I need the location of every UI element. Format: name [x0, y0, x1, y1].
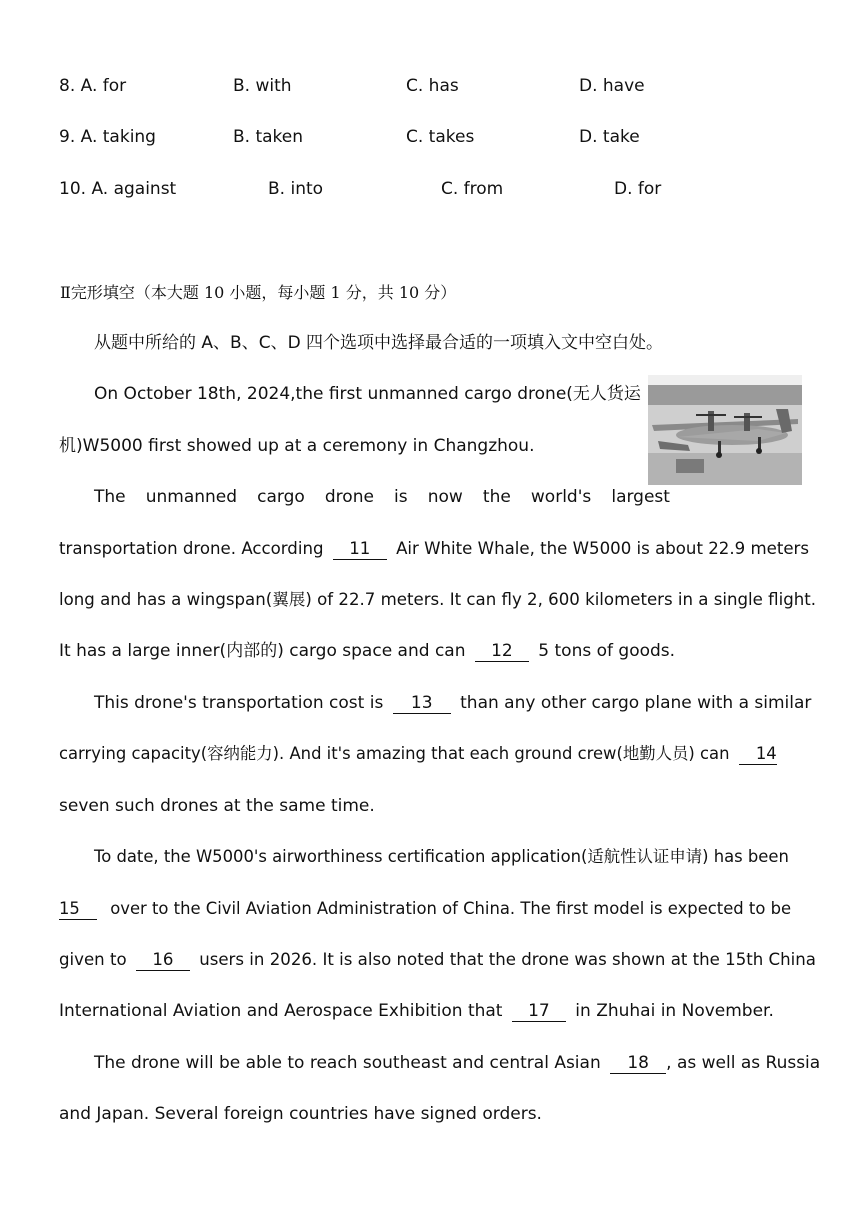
option-a: 8. A. for	[59, 76, 127, 96]
drone-photo-icon	[648, 375, 802, 485]
option-c: C. takes	[406, 127, 475, 147]
blank-16[interactable]: 16	[136, 950, 190, 971]
word: the	[482, 487, 511, 507]
passage-line: To date, the W5000's airworthiness certification application(适航性认证申请) has been	[94, 847, 789, 866]
option-d: D. have	[579, 76, 645, 96]
passage-line	[59, 537, 809, 561]
text-segment: Air White Whale, the W5000 is about 22.9 meters	[396, 539, 810, 558]
word: is	[394, 487, 408, 507]
passage-line	[59, 742, 777, 766]
option-c: C. from	[441, 179, 504, 199]
option-d: D. for	[614, 179, 662, 199]
passage-line	[59, 639, 675, 663]
section-instruction: 从题中所给的 A、B、C、D 四个选项中选择最合适的一项填入文中空白处。	[94, 333, 664, 353]
passage-line	[59, 999, 774, 1023]
text-segment: given to	[59, 950, 127, 969]
passage-line	[59, 897, 791, 921]
text-segment: in Zhuhai in November.	[575, 1001, 774, 1021]
text-segment: The drone will be able to reach southeast and central Asian	[94, 1053, 601, 1073]
text-segment: than any other cargo plane with a similar	[460, 693, 812, 713]
text-segment: carrying capacity(容纳能力). And it's amazing that each ground crew(地勤人员) can	[59, 744, 730, 763]
passage-line	[94, 1051, 820, 1075]
options-row-8	[59, 74, 679, 98]
blank-13[interactable]: 13	[393, 693, 451, 714]
option-d: D. take	[579, 127, 640, 147]
option-a: 10. A. against	[59, 179, 177, 199]
options-row-9	[59, 125, 679, 149]
blank-14[interactable]: 14	[739, 744, 777, 765]
options-row-10	[59, 177, 679, 201]
passage-line	[59, 948, 816, 972]
passage-line: 机)W5000 first showed up at a ceremony in Changzhou.	[59, 436, 535, 456]
passage-line: long and has a wingspan(翼展) of 22.7 meters. It can fly 2, 600 kilometers in a single flight.	[59, 590, 817, 609]
text-segment: over to the Civil Aviation Administration of China. The first model is expected to be	[110, 899, 792, 918]
blank-12[interactable]: 12	[475, 641, 529, 662]
word: cargo	[257, 487, 305, 507]
blank-17[interactable]: 17	[512, 1001, 566, 1022]
blank-11[interactable]: 11	[333, 539, 387, 560]
passage-line-justified	[94, 485, 670, 509]
blank-15[interactable]: 15	[59, 899, 97, 920]
text-segment: 5 tons of goods.	[538, 641, 676, 661]
text-segment: , as well as Russia	[666, 1053, 821, 1073]
text-segment: International Aviation and Aerospace Exhibition that	[59, 1001, 503, 1021]
section-title: Ⅱ完形填空（本大题 10 小题，每小题 1 分，共 10 分）	[60, 283, 457, 302]
word: largest	[611, 487, 670, 507]
option-c: C. has	[406, 76, 459, 96]
option-a: 9. A. taking	[59, 127, 156, 147]
word: world's	[530, 487, 592, 507]
word: unmanned	[145, 487, 238, 507]
option-b: B. into	[268, 179, 324, 199]
word: The	[94, 487, 126, 507]
text-segment: users in 2026. It is also noted that the drone was shown at the 15th China	[199, 950, 816, 969]
passage-line: seven such drones at the same time.	[59, 796, 375, 816]
text-segment: transportation drone. According	[59, 539, 324, 558]
passage-line: On October 18th, 2024,the first unmanned cargo drone(无人货运	[94, 384, 641, 404]
word: drone	[324, 487, 374, 507]
blank-18[interactable]: 18	[610, 1053, 666, 1074]
option-b: B. with	[233, 76, 292, 96]
option-b: B. taken	[233, 127, 304, 147]
text-segment: It has a large inner(内部的) cargo space and can	[59, 641, 466, 661]
word: now	[427, 487, 463, 507]
passage-line: and Japan. Several foreign countries have signed orders.	[59, 1104, 542, 1124]
passage-line	[94, 691, 811, 715]
text-segment: This drone's transportation cost is	[94, 693, 384, 713]
